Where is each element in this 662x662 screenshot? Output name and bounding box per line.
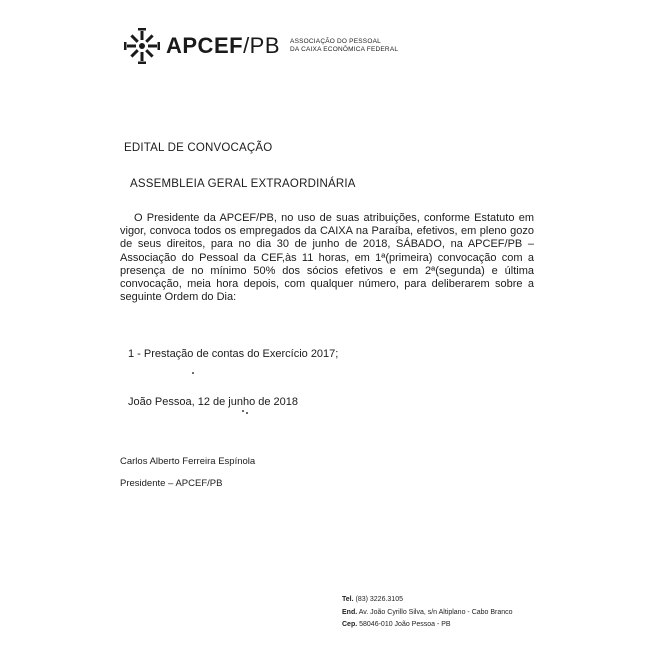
footer-tel [342, 594, 513, 607]
scan-speck [192, 372, 194, 374]
brand-subtitle-line2: DA CAIXA ECONÔMICA FEDERAL [290, 46, 399, 53]
footer-address-label: End. [342, 608, 358, 616]
footer-address-value: Av. João Cyrillo Silva, s/n Altiplano - Cabo Branco [358, 608, 513, 616]
scan-speck [246, 412, 248, 414]
brand-subtitle [290, 38, 398, 54]
header-logo [124, 28, 398, 64]
apcef-logo-icon [124, 28, 160, 64]
brand-light: /PB [243, 33, 281, 58]
signer-name: Carlos Alberto Ferreira Espínola [120, 456, 256, 467]
footer-address [342, 607, 513, 620]
signer-role: Presidente – APCEF/PB [120, 478, 223, 489]
footer-cep-value: 58046-010 João Pessoa - PB [359, 621, 451, 628]
footer-cep-label: Cep. [342, 621, 358, 628]
scan-speck [242, 410, 244, 412]
document-subtitle: ASSEMBLEIA GERAL EXTRAORDINÁRIA [130, 178, 356, 190]
footer-tel-label: Tel. [342, 596, 354, 603]
document-title: EDITAL DE CONVOCAÇÃO [124, 142, 273, 154]
document-body: O Presidente da APCEF/PB, no uso de suas atribuições, conforme Estatuto em vigor, convoca todos os empregados da CAIXA na Paraíba, efetivos, em pleno gozo de seus direitos, para no dia 30 de junho de 2018, SÁBADO, na APCEF/PB – Associação do Pessoal da CEF,às 11 horas, em 1ª(primeira) convocação com a presença de no mínimo 50% dos sócios efetivos e em 2ª(segunda) e última convocação, meia hora depois, com qualquer número, para deliberarem sobre a seguinte Ordem do Dia: [120, 212, 534, 304]
brand-subtitle-line1: ASSOCIAÇÃO DO PESSOAL [290, 38, 381, 45]
footer-tel-value: (83) 3226.3105 [355, 596, 403, 603]
place-date: João Pessoa, 12 de junho de 2018 [128, 396, 299, 408]
brand-bold: APCEF [166, 33, 244, 58]
agenda-item: 1 - Prestação de contas do Exercício 2017; [128, 348, 339, 360]
brand-name [166, 33, 280, 59]
footer-cep [342, 619, 513, 632]
footer-contact [342, 594, 513, 632]
